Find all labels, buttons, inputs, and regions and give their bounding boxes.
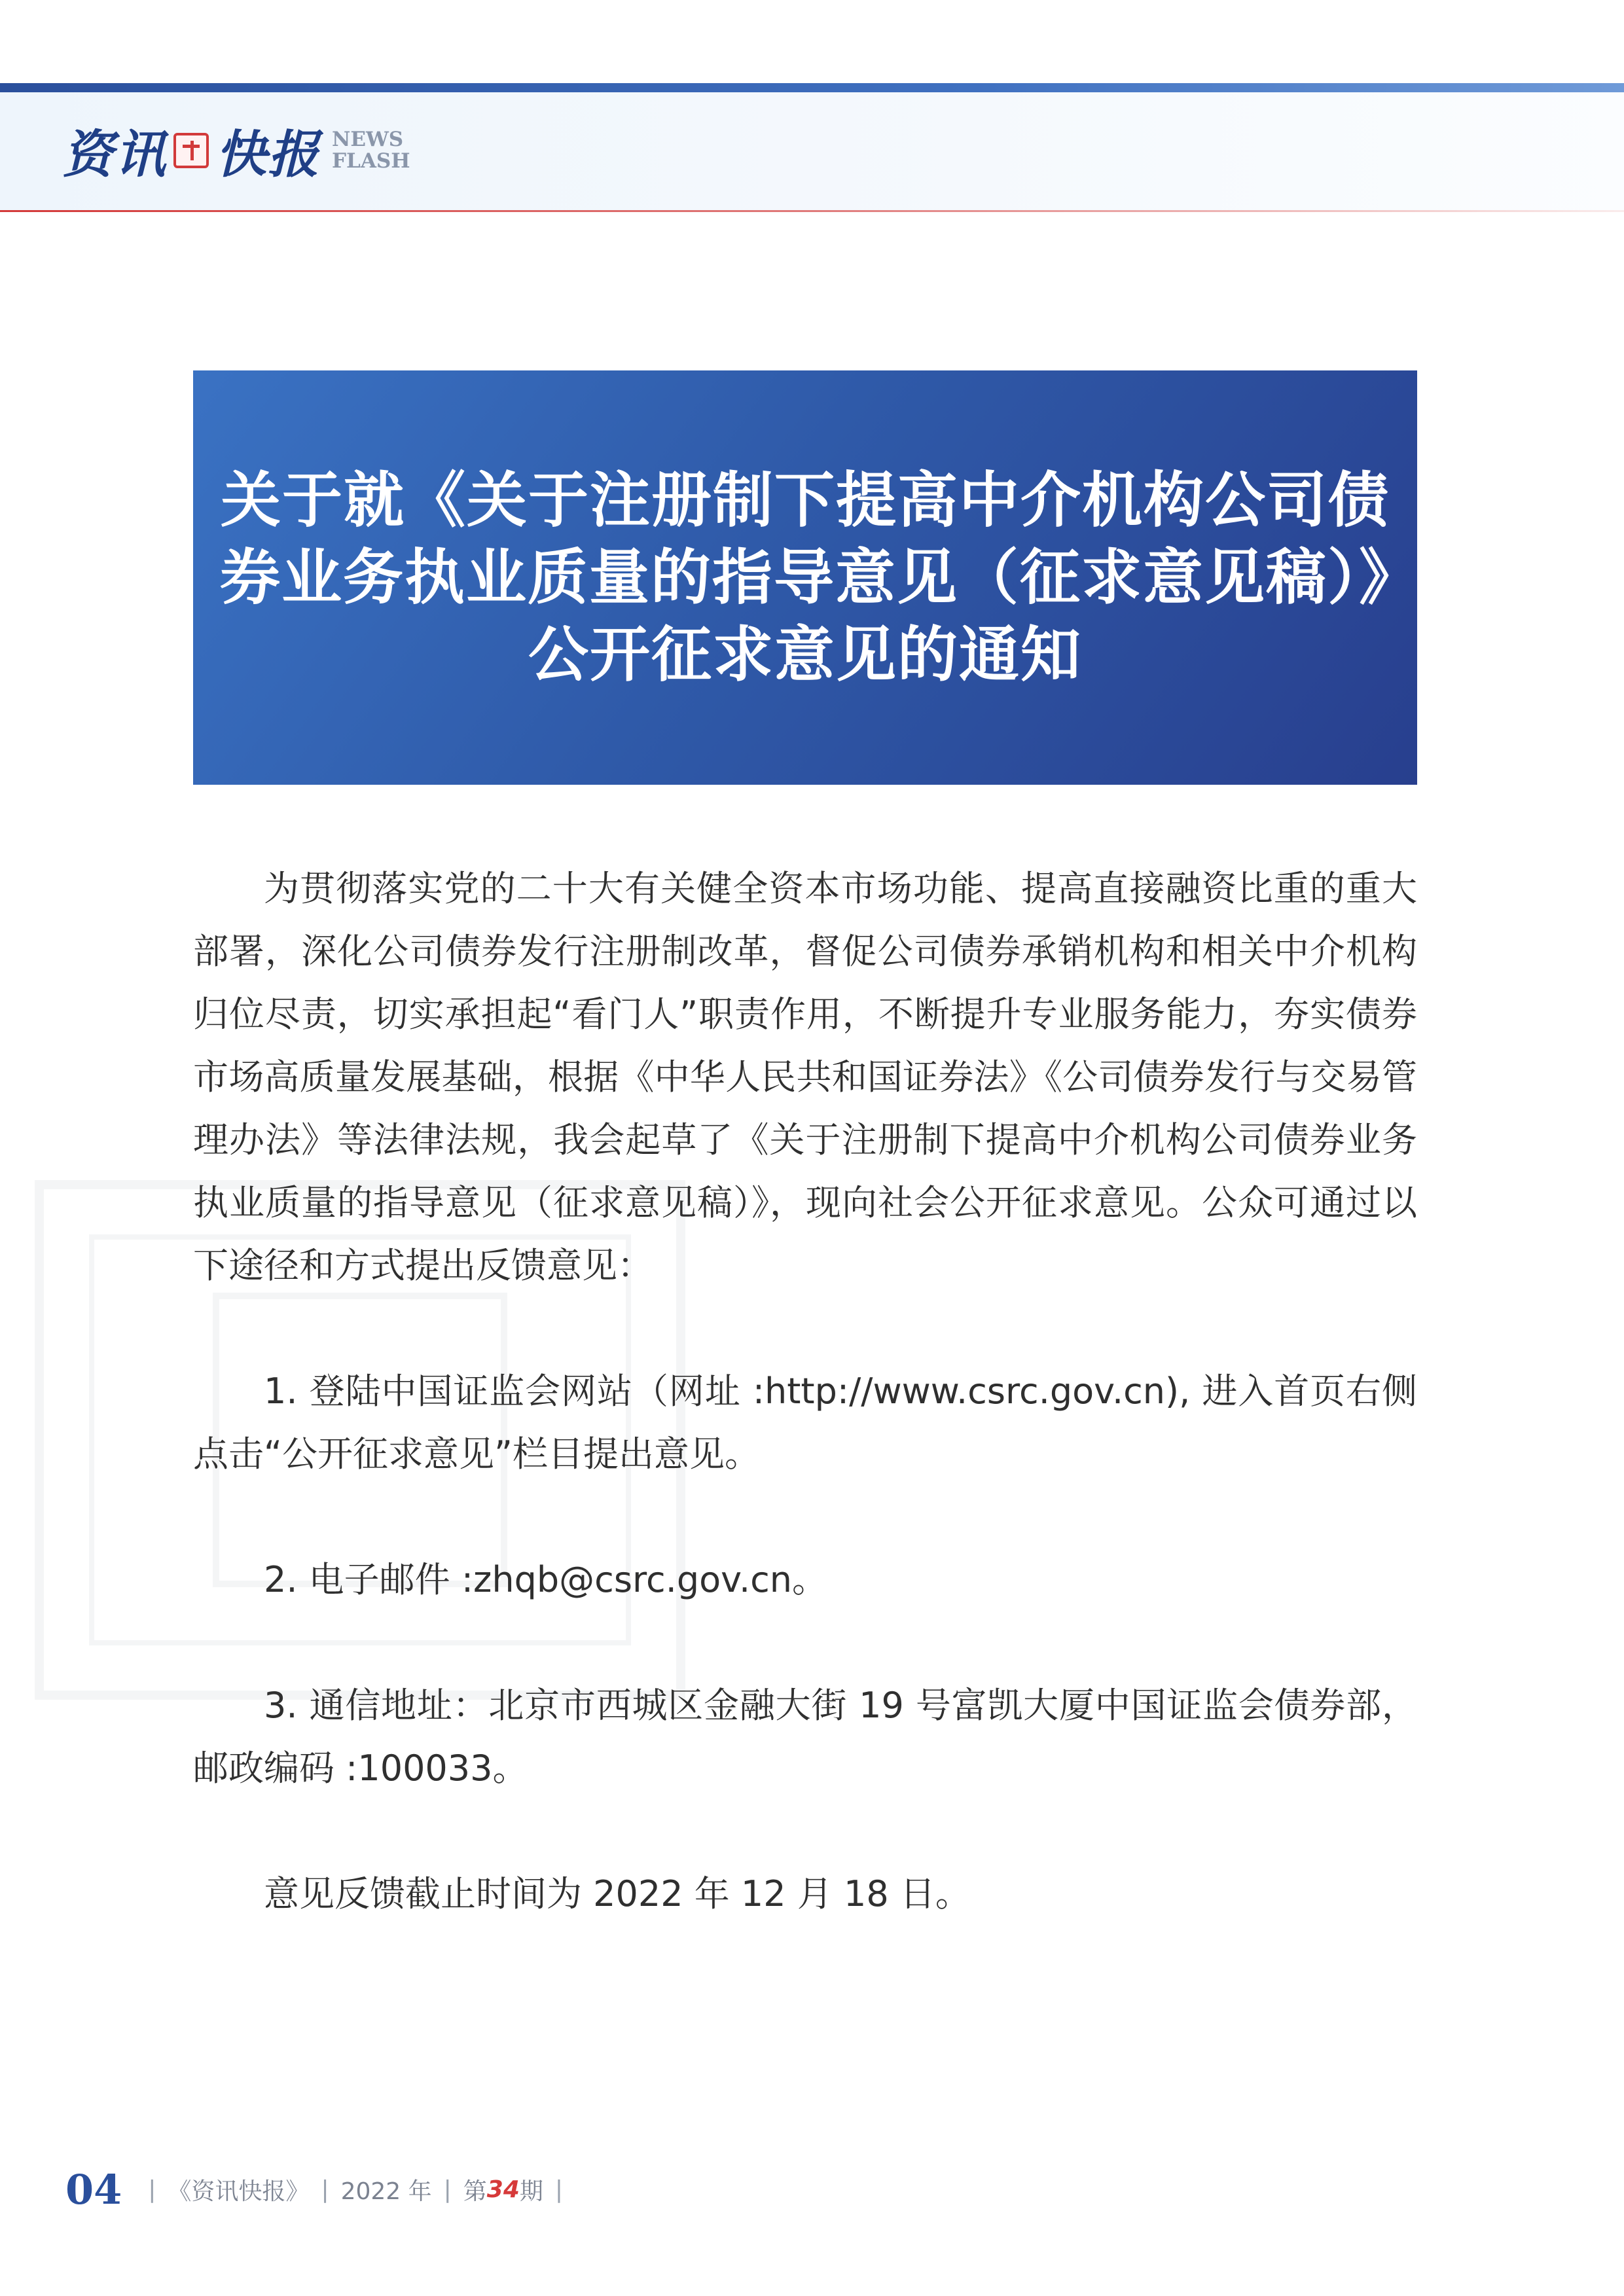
issue-suffix: 期: [519, 2178, 543, 2205]
seal-icon: [173, 133, 209, 168]
footer-year: 2022 年: [340, 2178, 432, 2205]
feedback-item-email: 2. 电子邮件 :zhqb@csrc.gov.cn。: [264, 1559, 828, 1600]
feedback-item-website: 1. 登陆中国证监会网站（网址 :http://www.csrc.gov.cn), 进入首页右侧点击“公开征求意见”栏目提出意见。: [193, 1371, 1417, 1475]
issue-number: 34: [486, 2176, 520, 2203]
publication-name: 《资讯快报》: [168, 2178, 310, 2205]
issue-prefix: 第: [463, 2178, 487, 2205]
brand-en-line2: FLASH: [332, 149, 410, 173]
page-footer: [65, 2160, 575, 2219]
brand-logo: [62, 115, 410, 187]
title-banner: [193, 370, 1417, 785]
deadline-paragraph: 意见反馈截止时间为 2022 年 12 月 18 日。: [264, 1873, 971, 1914]
brand-en-line1: NEWS: [332, 128, 404, 151]
footer-separator: |: [554, 2176, 564, 2203]
page-number: 04: [65, 2165, 122, 2214]
article-body: [193, 857, 1417, 1926]
brand-word-right: 快报: [215, 125, 321, 185]
brand-english: [332, 129, 410, 172]
article-title: 关于就《关于注册制下提高中介机构公司债券业务执业质量的指导意见（征求意见稿）》公开征求意见的通知: [219, 465, 1390, 690]
footer-separator: |: [443, 2176, 452, 2203]
brand-word-left: 资讯: [62, 125, 168, 185]
footer-separator: |: [148, 2176, 156, 2203]
intro-paragraph: 为贯彻落实党的二十大有关健全资本市场功能、提高直接融资比重的重大部署，深化公司债券发行注册制改革，督促公司债券承销机构和相关中介机构归位尽责，切实承担起“看门人”职责作用，不断提升专业服务能力，夯实债券市场高质量发展基础，根据《中华人民共和国证券法》《公司债券发行与交易管理办法》等法律法规，我会起草了《关于注册制下提高中介机构公司债券业务执业质量的指导意见（征求意见稿）》，现向社会公开征求意见。公众可通过以下途径和方式提出反馈意见：: [193, 868, 1417, 1286]
footer-separator: |: [321, 2176, 329, 2203]
header-top-bar: [0, 83, 1624, 92]
feedback-item-address: 3. 通信地址：北京市西城区金融大街 19 号富凯大厦中国证监会债券部，邮政编码 :100033。: [193, 1685, 1417, 1789]
header-divider: [0, 210, 1624, 212]
